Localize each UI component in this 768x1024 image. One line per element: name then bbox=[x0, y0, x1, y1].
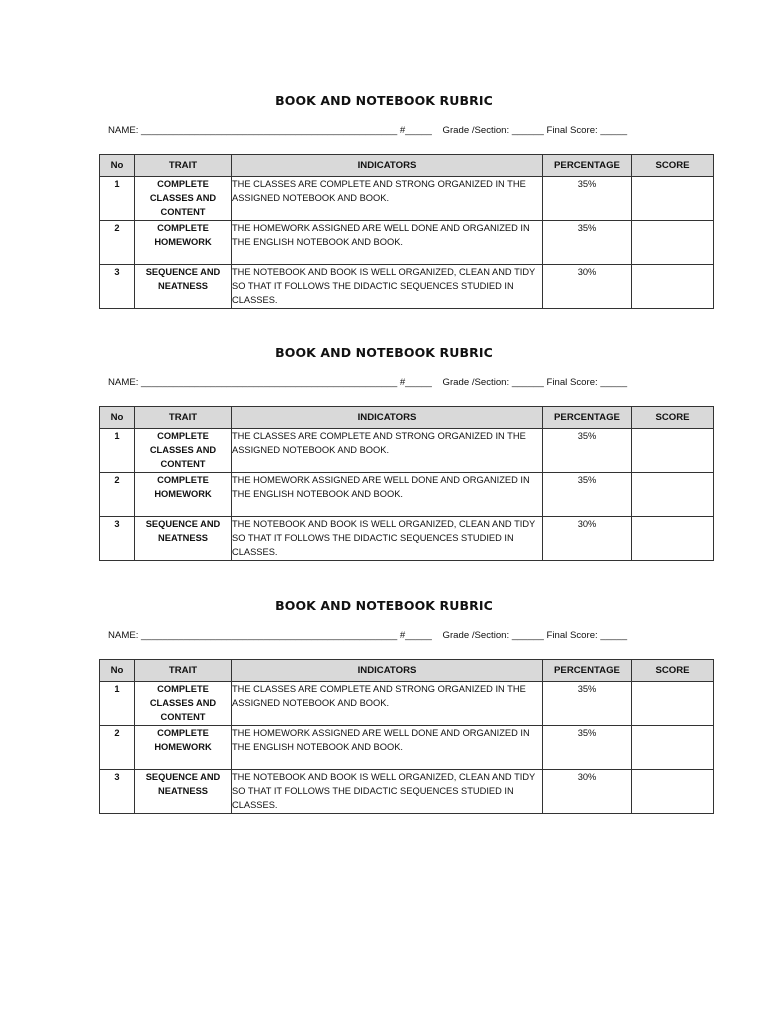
row-indicators: THE NOTEBOOK AND BOOK IS WELL ORGANIZED, CLEAN AND TIDY SO THAT IT FOLLOWS THE DIDACTIC SEQUENCES STUDIED IN CLASSES. bbox=[232, 517, 543, 561]
column-header-percentage: PERCENTAGE bbox=[543, 155, 632, 177]
table-header-row bbox=[100, 155, 714, 177]
student-info-line: NAME: ________________________________________________ #_____ Grade /Section: ______ Final Score: _____ bbox=[108, 377, 628, 388]
row-number: 1 bbox=[100, 429, 135, 473]
table-row bbox=[100, 177, 714, 221]
column-header-no: No bbox=[100, 407, 135, 429]
table-row bbox=[100, 682, 714, 726]
rubric-table bbox=[99, 659, 714, 814]
row-percentage: 35% bbox=[543, 682, 632, 726]
table-row bbox=[100, 770, 714, 814]
row-indicators: THE HOMEWORK ASSIGNED ARE WELL DONE AND ORGANIZED IN THE ENGLISH NOTEBOOK AND BOOK. bbox=[232, 726, 543, 770]
row-percentage: 30% bbox=[543, 265, 632, 309]
row-score-cell bbox=[632, 429, 714, 473]
rubric-section-2 bbox=[0, 344, 768, 584]
row-percentage: 35% bbox=[543, 221, 632, 265]
row-trait: SEQUENCE AND NEATNESS bbox=[135, 517, 232, 561]
column-header-percentage: PERCENTAGE bbox=[543, 407, 632, 429]
column-header-indicators: INDICATORS bbox=[232, 155, 543, 177]
row-indicators: THE CLASSES ARE COMPLETE AND STRONG ORGANIZED IN THE ASSIGNED NOTEBOOK AND BOOK. bbox=[232, 177, 543, 221]
row-score-cell bbox=[632, 221, 714, 265]
row-score-cell bbox=[632, 517, 714, 561]
row-trait: COMPLETE HOMEWORK bbox=[135, 726, 232, 770]
row-score-cell bbox=[632, 473, 714, 517]
row-score-cell bbox=[632, 265, 714, 309]
row-number: 2 bbox=[100, 726, 135, 770]
row-indicators: THE CLASSES ARE COMPLETE AND STRONG ORGANIZED IN THE ASSIGNED NOTEBOOK AND BOOK. bbox=[232, 429, 543, 473]
row-number: 3 bbox=[100, 265, 135, 309]
column-header-score: SCORE bbox=[632, 660, 714, 682]
table-header-row bbox=[100, 407, 714, 429]
rubric-section-3 bbox=[0, 597, 768, 837]
row-percentage: 30% bbox=[543, 517, 632, 561]
row-percentage: 35% bbox=[543, 473, 632, 517]
row-trait: COMPLETE HOMEWORK bbox=[135, 473, 232, 517]
table-row bbox=[100, 473, 714, 517]
student-info-line: NAME: ________________________________________________ #_____ Grade /Section: ______ Final Score: _____ bbox=[108, 125, 628, 136]
row-trait: SEQUENCE AND NEATNESS bbox=[135, 265, 232, 309]
row-number: 2 bbox=[100, 221, 135, 265]
row-score-cell bbox=[632, 770, 714, 814]
row-number: 1 bbox=[100, 682, 135, 726]
row-number: 3 bbox=[100, 517, 135, 561]
row-score-cell bbox=[632, 682, 714, 726]
rubric-table bbox=[99, 406, 714, 561]
column-header-score: SCORE bbox=[632, 155, 714, 177]
row-indicators: THE NOTEBOOK AND BOOK IS WELL ORGANIZED, CLEAN AND TIDY SO THAT IT FOLLOWS THE DIDACTIC SEQUENCES STUDIED IN CLASSES. bbox=[232, 770, 543, 814]
row-trait: SEQUENCE AND NEATNESS bbox=[135, 770, 232, 814]
column-header-indicators: INDICATORS bbox=[232, 407, 543, 429]
rubric-title: BOOK AND NOTEBOOK RUBRIC bbox=[275, 93, 493, 108]
row-number: 2 bbox=[100, 473, 135, 517]
column-header-trait: TRAIT bbox=[135, 660, 232, 682]
column-header-trait: TRAIT bbox=[135, 155, 232, 177]
rubric-table bbox=[99, 154, 714, 309]
row-score-cell bbox=[632, 726, 714, 770]
rubric-section-1 bbox=[0, 92, 768, 332]
table-row bbox=[100, 221, 714, 265]
table-header-row bbox=[100, 660, 714, 682]
row-indicators: THE HOMEWORK ASSIGNED ARE WELL DONE AND ORGANIZED IN THE ENGLISH NOTEBOOK AND BOOK. bbox=[232, 221, 543, 265]
row-number: 3 bbox=[100, 770, 135, 814]
column-header-percentage: PERCENTAGE bbox=[543, 660, 632, 682]
column-header-no: No bbox=[100, 155, 135, 177]
row-indicators: THE NOTEBOOK AND BOOK IS WELL ORGANIZED, CLEAN AND TIDY SO THAT IT FOLLOWS THE DIDACTIC SEQUENCES STUDIED IN CLASSES. bbox=[232, 265, 543, 309]
row-indicators: THE CLASSES ARE COMPLETE AND STRONG ORGANIZED IN THE ASSIGNED NOTEBOOK AND BOOK. bbox=[232, 682, 543, 726]
table-row bbox=[100, 265, 714, 309]
row-percentage: 35% bbox=[543, 726, 632, 770]
row-score-cell bbox=[632, 177, 714, 221]
table-row bbox=[100, 429, 714, 473]
table-row bbox=[100, 726, 714, 770]
row-trait: COMPLETE CLASSES AND CONTENT bbox=[135, 177, 232, 221]
row-indicators: THE HOMEWORK ASSIGNED ARE WELL DONE AND ORGANIZED IN THE ENGLISH NOTEBOOK AND BOOK. bbox=[232, 473, 543, 517]
rubric-title: BOOK AND NOTEBOOK RUBRIC bbox=[275, 345, 493, 360]
row-percentage: 30% bbox=[543, 770, 632, 814]
table-row bbox=[100, 517, 714, 561]
row-percentage: 35% bbox=[543, 429, 632, 473]
row-number: 1 bbox=[100, 177, 135, 221]
column-header-no: No bbox=[100, 660, 135, 682]
row-trait: COMPLETE CLASSES AND CONTENT bbox=[135, 682, 232, 726]
row-trait: COMPLETE CLASSES AND CONTENT bbox=[135, 429, 232, 473]
column-header-score: SCORE bbox=[632, 407, 714, 429]
row-trait: COMPLETE HOMEWORK bbox=[135, 221, 232, 265]
column-header-indicators: INDICATORS bbox=[232, 660, 543, 682]
row-percentage: 35% bbox=[543, 177, 632, 221]
rubric-title: BOOK AND NOTEBOOK RUBRIC bbox=[275, 598, 493, 613]
column-header-trait: TRAIT bbox=[135, 407, 232, 429]
student-info-line: NAME: ________________________________________________ #_____ Grade /Section: ______ Final Score: _____ bbox=[108, 630, 628, 641]
